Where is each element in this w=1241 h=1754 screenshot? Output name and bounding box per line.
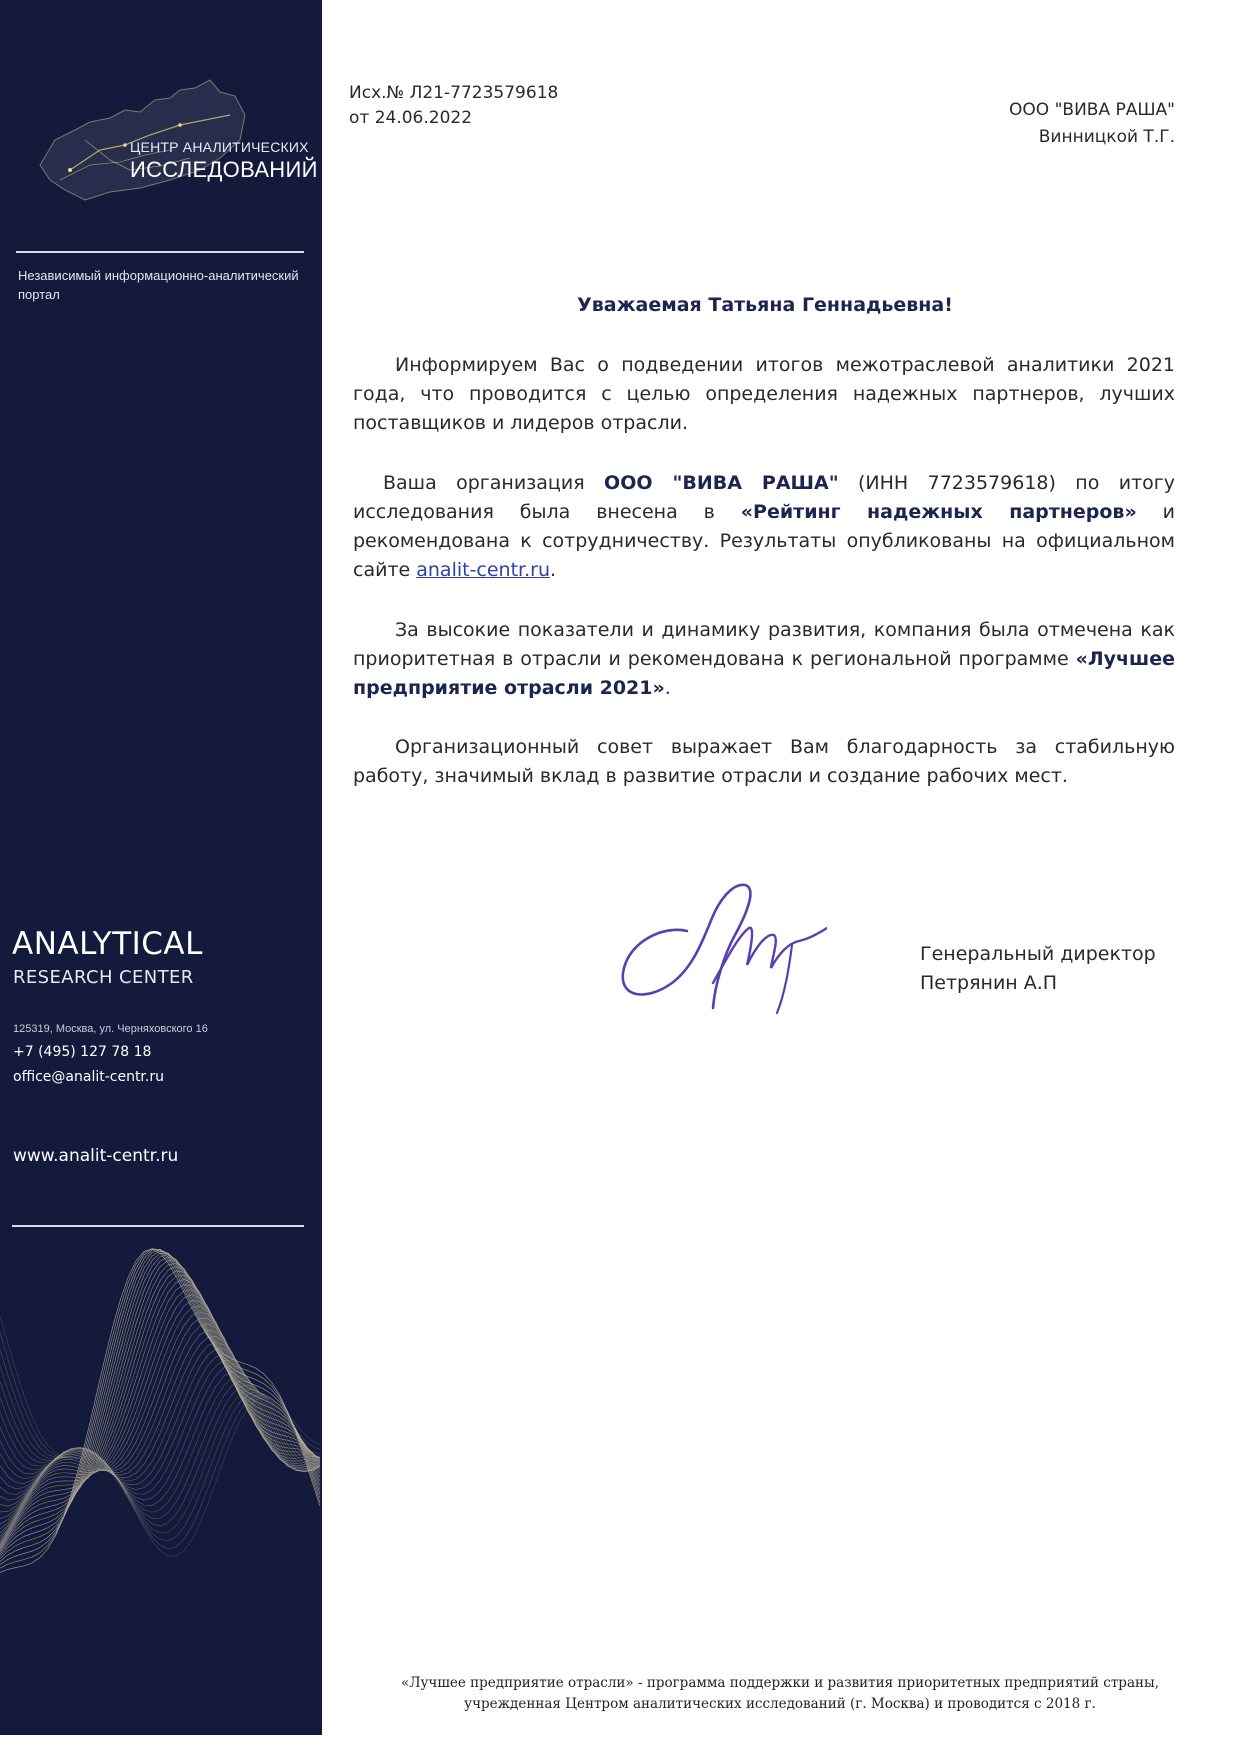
signer-name: Петрянин А.П <box>920 972 1058 994</box>
recipient-company: ООО "ВИВА РАША" <box>1009 100 1175 120</box>
paragraph-2-text: и рекомендована к сотрудничеству. Результаты опубликованы на официальном сайте <box>353 501 1176 581</box>
wave-line <box>0 1263 320 1548</box>
paragraph-4: Организационный совет выражает Вам благодарность за стабильную работу, значимый вклад в развитие отрасли и создание рабочих мест. <box>353 736 1175 787</box>
wave-line <box>0 1275 320 1545</box>
contact-email[interactable]: office@analit-centr.ru <box>13 1069 164 1085</box>
signature-icon <box>617 873 827 1023</box>
sidebar <box>0 0 322 1735</box>
recipient-block <box>1009 97 1175 151</box>
footer-line-2: учрежденная Центром аналитических исследований (г. Москва) и проводится с 2018 г. <box>464 1696 1096 1712</box>
sidebar-divider-bottom <box>12 1225 304 1227</box>
paragraph-1: Информируем Вас о подведении итогов межотраслевой аналитики 2021 года, что проводится с целью определения надежных партнеров, лучших поставщиков и лидеров отрасли. <box>353 354 1175 434</box>
site-link[interactable]: analit-centr.ru <box>416 559 551 581</box>
wave-line <box>0 1354 320 1489</box>
portal-description: Независимый информационно-аналитический портал <box>18 268 299 302</box>
paragraph-3-text: . <box>664 677 671 699</box>
decorative-waves <box>0 1130 322 1735</box>
footer-line-1: «Лучшее предприятие отрасли» - программа поддержки и развития приоритетных предприятий страны, <box>400 1675 1160 1691</box>
paragraph-3 <box>353 616 1175 703</box>
outgoing-reference <box>349 81 558 131</box>
wave-line <box>0 1301 320 1534</box>
recipient-person: Винницкой Т.Г. <box>1038 127 1175 147</box>
contact-address: 125319, Москва, ул. Черняховского 16 <box>13 1023 208 1035</box>
paragraph-2-text: Ваша организация <box>383 472 605 494</box>
brand-title: ANALYTICAL <box>12 926 203 962</box>
ref-date: от 24.06.2022 <box>349 108 473 128</box>
wave-line <box>0 1249 320 1572</box>
wave-line <box>0 1306 320 1529</box>
wave-line <box>0 1333 320 1549</box>
logo-text-line1: ЦЕНТР АНАЛИТИЧЕСКИХ <box>130 139 309 155</box>
sidebar-divider <box>16 251 304 253</box>
footer-note <box>360 1673 1200 1715</box>
wave-line <box>0 1371 320 1505</box>
paragraph-2-text: . <box>550 559 557 581</box>
paragraph-2-text: (ИНН 7723579618) по итогу исследования была внесена в <box>353 472 1176 523</box>
brand-subtitle: RESEARCH CENTER <box>13 967 194 988</box>
ref-number: Исх.№ Л21-7723579618 <box>349 83 559 103</box>
rating-name: «Рейтинг надежных партнеров» <box>740 501 1137 523</box>
logo-text-line2: ИССЛЕДОВАНИЙ <box>130 157 318 182</box>
program-name: «Лучшее предприятие отрасли 2021» <box>353 648 1175 699</box>
wave-line <box>0 1251 320 1556</box>
salutation: Уважаемая Татьяна Геннадьевна! <box>577 294 953 316</box>
paragraph-3-text: За высокие показатели и динамику развития, компания была отмечена как приоритетная в отрасли и рекомендована к региональной программе <box>353 619 1175 670</box>
signer-block <box>920 940 1156 998</box>
website-link[interactable]: www.analit-centr.ru <box>13 1146 179 1166</box>
contact-phone: +7 (495) 127 78 18 <box>13 1044 152 1060</box>
paragraph-2 <box>353 469 1175 585</box>
company-name: ООО "ВИВА РАША" <box>604 472 839 494</box>
signer-title: Генеральный директор <box>920 943 1156 965</box>
